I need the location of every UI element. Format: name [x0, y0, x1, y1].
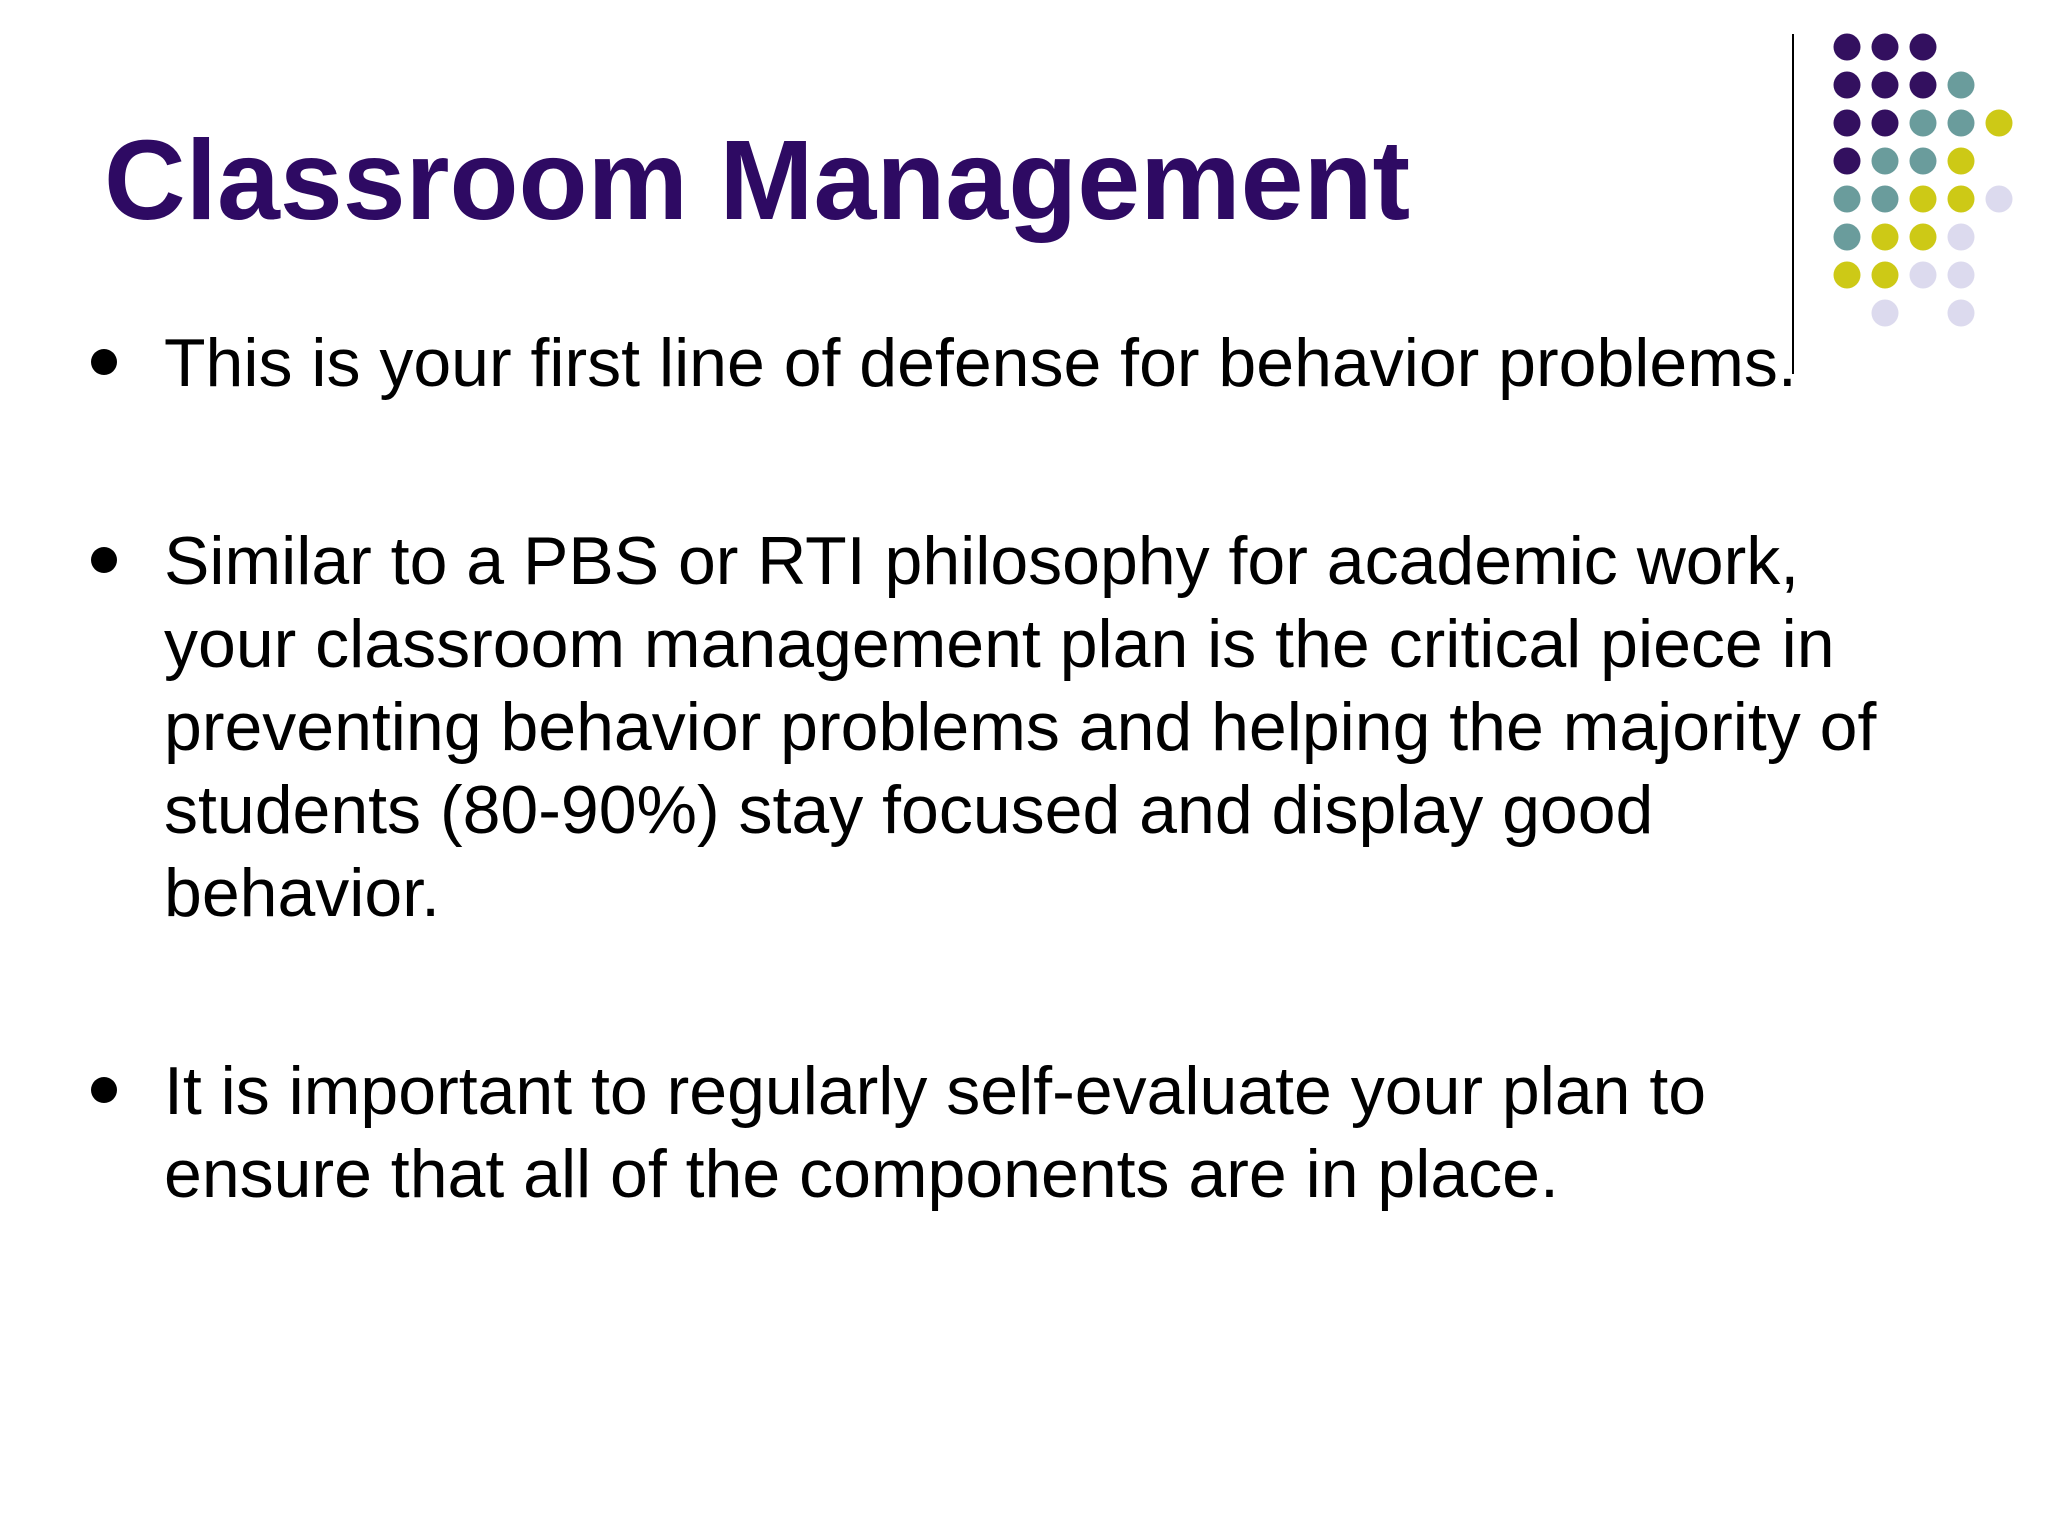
bullet-dot [91, 1077, 117, 1103]
bullet-text: This is your first line of defense for behavior problems. [164, 325, 1797, 401]
bullet-text: It is important to regularly self-evaluate your plan to ensure that all of the components are in place. [164, 1053, 1707, 1212]
bullet-dot [91, 349, 117, 375]
bullet-dot [91, 547, 117, 573]
bullet-text: Similar to a PBS or RTI philosophy for academic work, your classroom management plan is the critical piece in preventing behavior problems and helping the majority of students (80-90%) stay focused and display good behavior. [164, 523, 1877, 931]
slide-title: Classroom Management [104, 117, 1411, 243]
